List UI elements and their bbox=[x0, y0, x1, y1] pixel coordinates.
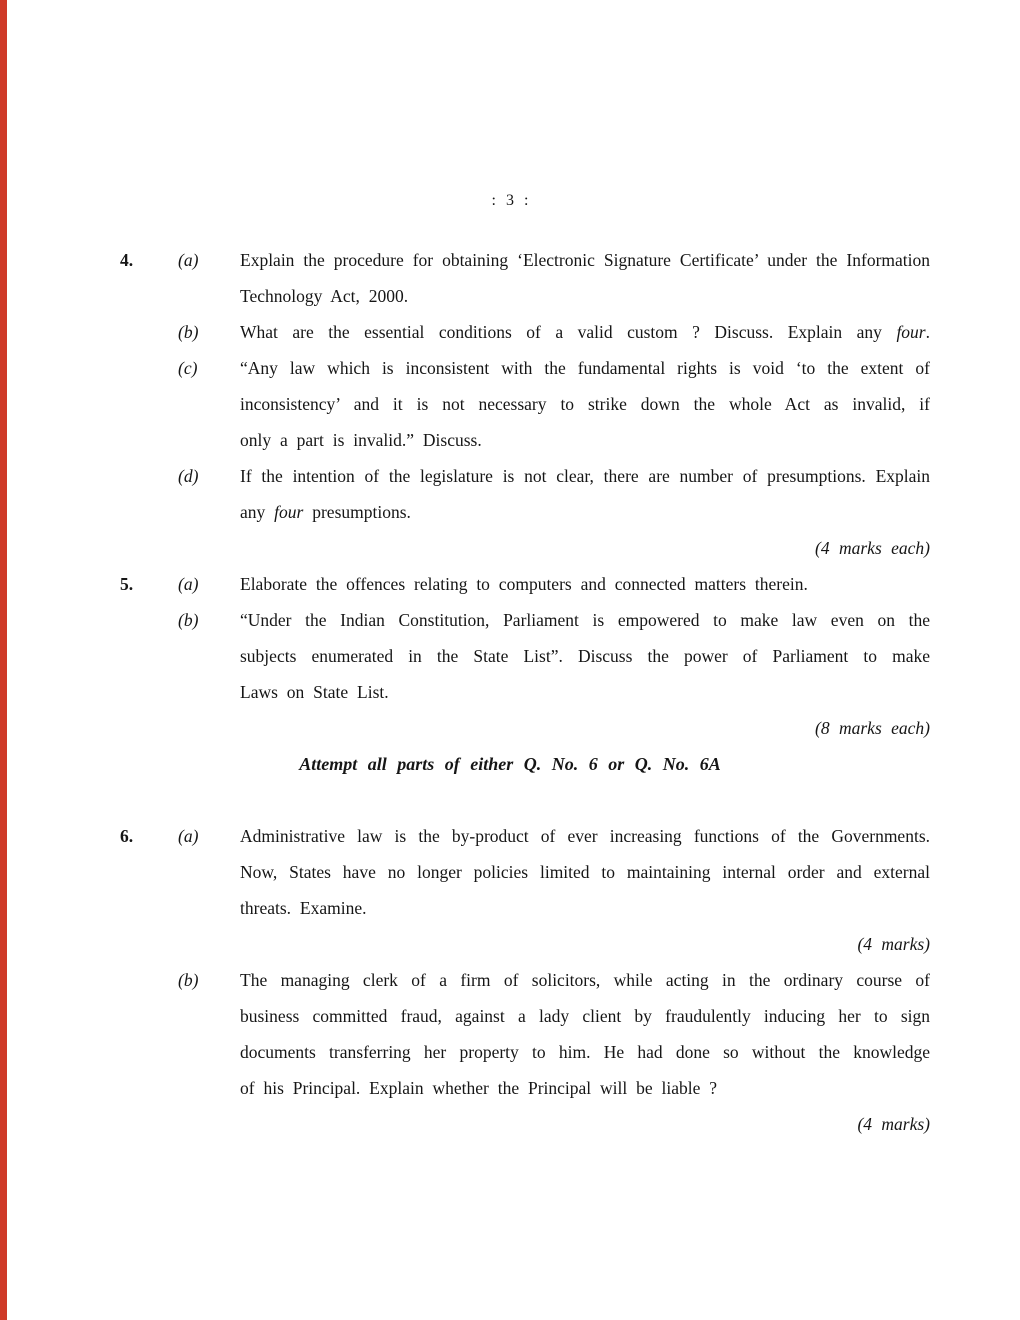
question-part-row bbox=[120, 962, 1020, 1142]
part-label: (d) bbox=[178, 466, 199, 486]
question-line: business committed fraud, against a lady client by fraudulently inducing her to sign bbox=[240, 1006, 930, 1026]
part-label: (a) bbox=[178, 826, 199, 846]
marks-note: (4 marks) bbox=[857, 1114, 930, 1134]
question-line: “Any law which is inconsistent with the fundamental rights is void ‘to the extent of bbox=[240, 358, 930, 378]
part-label: (b) bbox=[178, 610, 199, 630]
question-part-row bbox=[120, 566, 1020, 602]
question-line: Administrative law is the by-product of ever increasing functions of the Governments. bbox=[240, 826, 930, 846]
question-line: any four presumptions. bbox=[240, 502, 411, 522]
question-line: Technology Act, 2000. bbox=[240, 286, 409, 306]
emphasized-word: four bbox=[274, 502, 304, 522]
question-line: The managing clerk of a firm of solicitors, while acting in the ordinary course of bbox=[240, 970, 930, 990]
question-line: Now, States have no longer policies limited to maintaining internal order and external bbox=[240, 862, 930, 882]
question-part-row bbox=[120, 458, 1020, 530]
part-label: (b) bbox=[178, 970, 199, 990]
emphasized-word: four bbox=[896, 322, 926, 342]
marks-note: (8 marks each) bbox=[815, 718, 930, 738]
question-part-row bbox=[120, 350, 1020, 458]
marks-row bbox=[120, 530, 1020, 566]
question-part-row bbox=[120, 314, 1020, 350]
marks-note: (4 marks) bbox=[857, 934, 930, 954]
question-line: Explain the procedure for obtaining ‘Electronic Signature Certificate’ under the Information bbox=[240, 250, 930, 270]
blank-line bbox=[0, 782, 1020, 818]
question-number: 6. bbox=[120, 826, 134, 846]
question-line: subjects enumerated in the State List”. Discuss the power of Parliament to make bbox=[240, 646, 930, 666]
exam-page-body bbox=[0, 242, 1020, 1142]
question-line: threats. Examine. bbox=[240, 898, 367, 918]
part-label: (a) bbox=[178, 250, 199, 270]
question-line: only a part is invalid.” Discuss. bbox=[240, 430, 482, 450]
question-number: 4. bbox=[120, 250, 134, 270]
part-label: (b) bbox=[178, 322, 199, 342]
part-label: (a) bbox=[178, 574, 199, 594]
marks-note: (4 marks each) bbox=[815, 538, 930, 558]
part-label: (c) bbox=[178, 358, 198, 378]
question-line: What are the essential conditions of a valid custom ? Discuss. Explain any four. bbox=[240, 322, 930, 342]
question-part-row bbox=[120, 602, 1020, 710]
instruction-note: Attempt all parts of either Q. No. 6 or Q. No. 6A bbox=[299, 754, 721, 774]
question-line: If the intention of the legislature is not clear, there are number of presumptions. Explain bbox=[240, 466, 930, 486]
question-part-row bbox=[120, 242, 1020, 314]
page-number: : 3 : bbox=[491, 192, 529, 209]
question-line: Elaborate the offences relating to computers and connected matters therein. bbox=[240, 574, 808, 594]
question-line: documents transferring her property to him. He had done so without the knowledge bbox=[240, 1042, 930, 1062]
marks-row bbox=[120, 710, 1020, 746]
page-edge-stripe bbox=[0, 0, 7, 1320]
question-part-row bbox=[120, 818, 1020, 962]
question-line: Laws on State List. bbox=[240, 682, 389, 702]
question-line: inconsistency’ and it is not necessary to strike down the whole Act as invalid, if bbox=[240, 394, 930, 414]
question-number: 5. bbox=[120, 574, 134, 594]
question-line: of his Principal. Explain whether the Principal will be liable ? bbox=[240, 1078, 718, 1098]
question-line: “Under the Indian Constitution, Parliament is empowered to make law even on the bbox=[240, 610, 930, 630]
